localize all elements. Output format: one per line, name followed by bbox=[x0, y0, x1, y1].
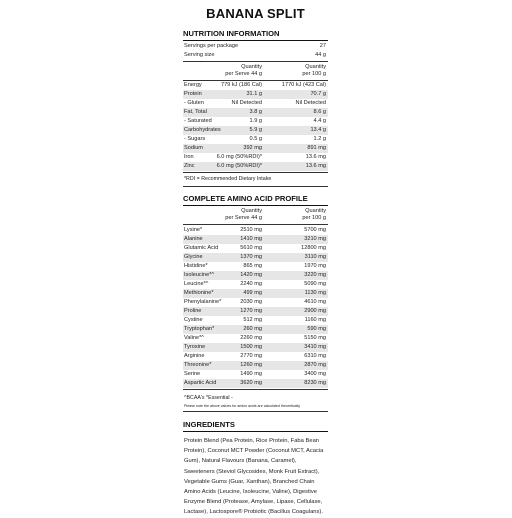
nutrient-name: - Gluten bbox=[184, 100, 204, 106]
per-serve-value: 1260 mg bbox=[240, 362, 262, 368]
ingredients-heading: INGREDIENTS bbox=[183, 420, 235, 429]
per-serve-value: 392 mg bbox=[243, 145, 262, 151]
per-serve-value: 2260 mg bbox=[240, 335, 262, 341]
nutrient-name: Valine*^ bbox=[184, 335, 204, 341]
per-serve-value: 1270 mg bbox=[240, 308, 262, 314]
nutrient-name: Serine bbox=[184, 371, 201, 377]
per-100g-value: Nil Detected bbox=[295, 100, 326, 106]
col-per-100g: Quantity per 100 g bbox=[302, 208, 326, 221]
table-row bbox=[183, 289, 328, 298]
per-serve-value: 512 mg bbox=[243, 317, 262, 323]
table-row bbox=[183, 135, 328, 144]
table-row bbox=[183, 81, 328, 90]
per-serve-value: 1.9 g bbox=[249, 118, 262, 124]
per-serve-value: 5.9 g bbox=[249, 127, 262, 133]
table-row bbox=[183, 235, 328, 244]
nutrient-name: Fat, Total bbox=[184, 109, 207, 115]
nutrient-name: - Saturated bbox=[184, 118, 212, 124]
table-row bbox=[183, 162, 328, 171]
nutrient-name: - Sugars bbox=[184, 136, 206, 142]
divider bbox=[183, 224, 328, 225]
divider bbox=[183, 61, 328, 62]
per-100g-value: 2900 mg bbox=[304, 308, 326, 314]
nutrient-name: Tryptophan* bbox=[184, 326, 215, 332]
rdi-footnote: *RDI = Recommended Dietary Intake bbox=[184, 176, 272, 182]
divider bbox=[183, 40, 328, 41]
table-row bbox=[183, 343, 328, 352]
col-per-serve: Quantity per Serve 44 g bbox=[225, 64, 262, 77]
table-row bbox=[183, 316, 328, 325]
nutrient-name: Arginine bbox=[184, 353, 205, 359]
table-row bbox=[183, 298, 328, 307]
divider bbox=[183, 411, 328, 412]
divider bbox=[183, 172, 328, 173]
nutrient-name: Protein bbox=[184, 91, 202, 97]
table-row bbox=[183, 144, 328, 153]
per-100g-value: 891 mg bbox=[307, 145, 326, 151]
ingredients-text: Protein Blend (Pea Protein, Rice Protein, Faba Bean Protein), Coconut MCT Powder (Coconut MCT, Acacia Gum), Natural Flavours (Banana, Caramel), Sweeteners (Steviol Glycosides, Monk Fruit Extract), Vegetable Gums (Guar, Xanthan), Branched Chain Amino Acids (Leucine, Isoleucine, Valine), Digestive Enzyme Blend (Protease, Amylase, Lipase, Cellulase, Lactase), Lactospore® Probiotic (Bacillus Coagulans). bbox=[184, 438, 324, 516]
nutrient-name: Sodium bbox=[184, 145, 203, 151]
per-serve-value: 31.1 g bbox=[246, 91, 262, 97]
nutrient-name: Aspartic Acid bbox=[184, 380, 217, 386]
nutrient-name: Lysine* bbox=[184, 227, 203, 233]
per-100g-value: 4610 mg bbox=[304, 299, 326, 305]
per-100g-value: 13.4 g bbox=[310, 127, 326, 133]
serving-size-value: 44 g bbox=[315, 52, 326, 58]
table-row bbox=[183, 280, 328, 289]
per-serve-value: 2770 mg bbox=[240, 353, 262, 359]
table-row bbox=[183, 244, 328, 253]
nutrient-name: Threonine* bbox=[184, 362, 212, 368]
col-per-serve: Quantity per Serve 44 g bbox=[225, 208, 262, 221]
table-row bbox=[183, 226, 328, 235]
serving-size-row bbox=[183, 51, 328, 60]
per-serve-value: 1370 mg bbox=[240, 254, 262, 260]
table-row bbox=[183, 325, 328, 334]
per-100g-value: 12800 mg bbox=[301, 245, 326, 251]
per-100g-value: 6310 mg bbox=[304, 353, 326, 359]
nutrient-name: Glutamic Acid bbox=[184, 245, 219, 251]
amino-column-headers bbox=[183, 207, 328, 223]
per-serve-value: 1420 mg bbox=[240, 272, 262, 278]
per-100g-value: 1770 kJ (423 Cal) bbox=[281, 82, 326, 88]
nutrient-name: Carbohydrates bbox=[184, 127, 221, 133]
nutrient-name: Isoleucine*^ bbox=[184, 272, 214, 278]
per-100g-value: 4.4 g bbox=[313, 118, 326, 124]
table-row bbox=[183, 153, 328, 162]
nutrient-name: Histidine* bbox=[184, 263, 208, 269]
table-row bbox=[183, 271, 328, 280]
per-serve-value: 2510 mg bbox=[240, 227, 262, 233]
per-100g-value: 13.6 mg bbox=[305, 163, 326, 169]
nutrient-name: Zinc bbox=[184, 163, 195, 169]
per-serve-value: 0.5 g bbox=[249, 136, 262, 142]
table-row bbox=[183, 379, 328, 388]
table-row bbox=[183, 117, 328, 126]
per-serve-value: Nil Detected bbox=[231, 100, 262, 106]
per-serve-value: 865 mg bbox=[243, 263, 262, 269]
divider bbox=[183, 389, 328, 390]
nutrient-name: Iron bbox=[184, 154, 194, 160]
per-serve-value: 6.0 mg (50%RDI)* bbox=[216, 163, 262, 169]
per-100g-value: 3410 mg bbox=[304, 344, 326, 350]
per-100g-value: 70.7 g bbox=[310, 91, 326, 97]
table-row bbox=[183, 99, 328, 108]
per-serve-value: 1490 mg bbox=[240, 371, 262, 377]
table-row bbox=[183, 108, 328, 117]
amino-heading: COMPLETE AMINO ACID PROFILE bbox=[183, 194, 308, 203]
per-serve-value: 3.8 g bbox=[249, 109, 262, 115]
nutrient-name: Alanine bbox=[184, 236, 203, 242]
servings-value: 27 bbox=[319, 43, 326, 49]
divider bbox=[183, 205, 328, 206]
per-serve-value: 1500 mg bbox=[240, 344, 262, 350]
per-serve-value: 1410 mg bbox=[240, 236, 262, 242]
per-100g-value: 5150 mg bbox=[304, 335, 326, 341]
per-serve-value: 2240 mg bbox=[240, 281, 262, 287]
nutrient-name: Cystine bbox=[184, 317, 203, 323]
per-serve-value: 779 kJ (186 Cal) bbox=[220, 82, 262, 88]
per-serve-value: 499 mg bbox=[243, 290, 262, 296]
serving-size-label: Serving size bbox=[184, 52, 215, 58]
servings-label: Servings per package bbox=[184, 43, 239, 49]
per-100g-value: 8230 mg bbox=[304, 380, 326, 386]
table-row bbox=[183, 307, 328, 316]
table-row bbox=[183, 361, 328, 370]
nutrition-column-headers bbox=[183, 63, 328, 79]
per-100g-value: 3210 mg bbox=[304, 236, 326, 242]
table-row bbox=[183, 253, 328, 262]
per-100g-value: 1130 mg bbox=[304, 290, 326, 296]
divider bbox=[183, 431, 328, 432]
col-per-100g: Quantity per 100 g bbox=[302, 64, 326, 77]
table-row bbox=[183, 90, 328, 99]
per-100g-value: 1.2 g bbox=[313, 136, 326, 142]
table-row bbox=[183, 352, 328, 361]
table-row bbox=[183, 370, 328, 379]
nutrient-name: Glycine bbox=[184, 254, 203, 260]
nutrient-name: Leucine*^ bbox=[184, 281, 209, 287]
table-row bbox=[183, 334, 328, 343]
nutrition-heading: NUTRITION INFORMATION bbox=[183, 29, 280, 38]
table-row bbox=[183, 126, 328, 135]
per-100g-value: 5090 mg bbox=[304, 281, 326, 287]
per-serve-value: 5610 mg bbox=[240, 245, 262, 251]
nutrient-name: Tyrosine bbox=[184, 344, 206, 350]
per-100g-value: 3220 mg bbox=[304, 272, 326, 278]
per-100g-value: 590 mg bbox=[307, 326, 326, 332]
theoretical-note: Please note the above values for amino acids are calculated theoretically bbox=[184, 404, 301, 408]
per-serve-value: 260 mg bbox=[243, 326, 262, 332]
per-100g-value: 13.6 mg bbox=[305, 154, 326, 160]
servings-row bbox=[183, 42, 328, 51]
nutrient-name: Phenylalanine* bbox=[184, 299, 222, 305]
nutrient-name: Methionine* bbox=[184, 290, 214, 296]
per-100g-value: 1160 mg bbox=[304, 317, 326, 323]
per-100g-value: 5700 mg bbox=[304, 227, 326, 233]
nutrient-name: Energy bbox=[184, 82, 202, 88]
divider bbox=[183, 186, 328, 187]
product-title: BANANA SPLIT bbox=[206, 6, 305, 21]
table-row bbox=[183, 262, 328, 271]
per-100g-value: 8.6 g bbox=[313, 109, 326, 115]
per-serve-value: 2030 mg bbox=[240, 299, 262, 305]
per-100g-value: 1970 mg bbox=[304, 263, 326, 269]
per-serve-value: 3620 mg bbox=[240, 380, 262, 386]
bcaa-footnote: ^BCAA's *Essential - bbox=[184, 395, 233, 401]
per-100g-value: 3400 mg bbox=[304, 371, 326, 377]
per-100g-value: 2870 mg bbox=[304, 362, 326, 368]
nutrient-name: Proline bbox=[184, 308, 202, 314]
per-100g-value: 3110 mg bbox=[304, 254, 326, 260]
per-serve-value: 6.0 mg (50%RDI)* bbox=[216, 154, 262, 160]
